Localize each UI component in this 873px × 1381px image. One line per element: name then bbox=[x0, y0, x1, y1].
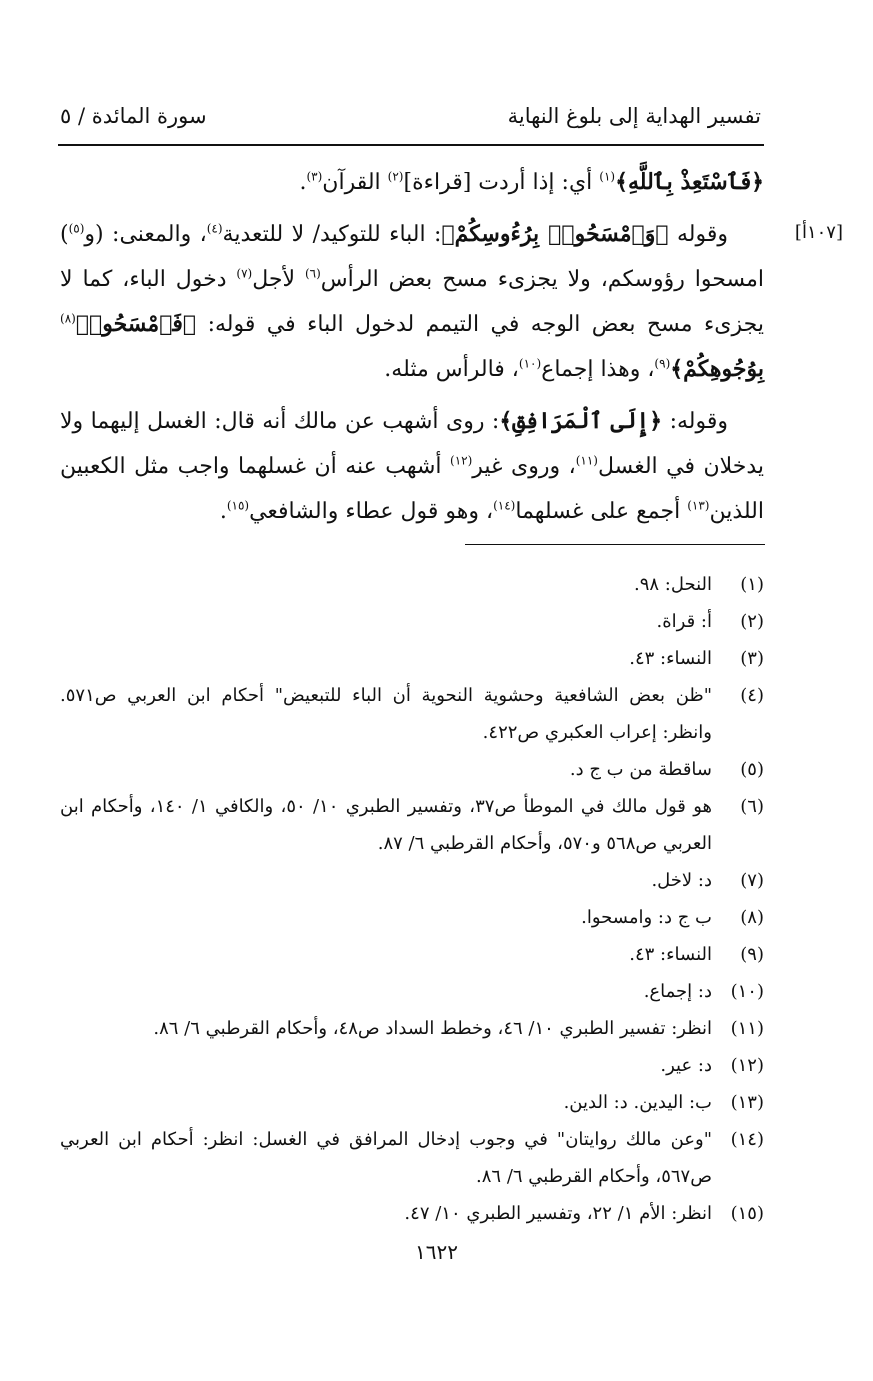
footnote bbox=[60, 1047, 764, 1084]
footnote-number: (٣) bbox=[740, 648, 764, 669]
footnote-text: د: لاخل. bbox=[651, 870, 712, 891]
footnote-text: ب: اليدين. د: الدين. bbox=[563, 1092, 712, 1113]
text-run: وقوله bbox=[668, 222, 729, 247]
quran-verse: ﴿إِلَى ٱلْمَرَافِقِ﴾ bbox=[499, 408, 663, 434]
footnote bbox=[60, 862, 764, 899]
footnote-text: النحل: ٩٨. bbox=[633, 574, 712, 595]
footnote-number: (١٣) bbox=[730, 1092, 764, 1113]
text-run: . bbox=[299, 170, 307, 195]
footnote-ref: (٧) bbox=[236, 266, 253, 281]
text-run: ، وروى غير bbox=[472, 454, 576, 479]
footnote-ref: (١٤) bbox=[493, 498, 516, 513]
footnote-text: هو قول مالك في الموطأ ص٣٧، وتفسير الطبري ١٠/ ٥٠، والكافي ١/ ١٤٠، وأحكام ابن العربي ص٥٦٨ و٥٧٠، وأحكام القرطبي ٦/ ٨٧. bbox=[60, 796, 712, 854]
footnote-number: (٥) bbox=[740, 759, 764, 780]
running-header-book-title: تفسير الهداية إلى بلوغ النهاية bbox=[507, 104, 761, 128]
text-run: ، فالرأس مثله. bbox=[384, 357, 519, 382]
quran-verse: ﴿فَٱمْسَحُوا۟ bbox=[75, 311, 197, 337]
footnote-text: ب ج د: وامسحوا. bbox=[581, 907, 712, 928]
footnote-number: (١٤) bbox=[730, 1129, 764, 1150]
footnote-ref: (٤) bbox=[206, 221, 223, 236]
footnote-ref: (١٣) bbox=[687, 498, 710, 513]
footnote-number: (٤) bbox=[740, 685, 764, 706]
footnote-ref: (١٠) bbox=[518, 356, 542, 371]
footnote-ref: (٥) bbox=[68, 221, 85, 236]
footnote-text: النساء: ٤٣. bbox=[629, 648, 712, 669]
quran-verse: ﴿وَٱمْسَحُوا۟ بِرُءُوسِكُمْ﴾ bbox=[441, 221, 669, 247]
footnote-number: (٨) bbox=[740, 907, 764, 928]
footnote-text: انظر: تفسير الطبري ١٠/ ٤٦، وخطط السداد ص٤٨، وأحكام القرطبي ٦/ ٨٦. bbox=[153, 1018, 712, 1039]
footnote-number: (١٠) bbox=[730, 981, 764, 1002]
footnote bbox=[60, 1121, 764, 1195]
header-rule bbox=[58, 144, 764, 146]
footnote-ref: (٦) bbox=[304, 266, 321, 281]
footnote bbox=[60, 973, 764, 1010]
footnote bbox=[60, 899, 764, 936]
footnote-text: النساء: ٤٣. bbox=[629, 944, 712, 965]
footnote-text: "ظن بعض الشافعية وحشوية النحوية أن الباء للتبعيض" أحكام ابن العربي ص٥٧١. وانظر: إعراب العكبري ص٤٢٢. bbox=[60, 685, 712, 743]
footnote-ref: (٢) bbox=[387, 169, 404, 184]
text-run: لأجل bbox=[252, 267, 305, 292]
footnote bbox=[60, 751, 764, 788]
footnote-text: د: عير. bbox=[660, 1055, 712, 1076]
text-run: ، وهو قول عطاء والشافعي bbox=[249, 499, 494, 524]
footnote-number: (٦) bbox=[740, 796, 764, 817]
footnote-separator bbox=[465, 544, 765, 545]
footnote-number: (١٥) bbox=[730, 1203, 764, 1224]
footnote-ref: (٣) bbox=[306, 169, 323, 184]
footnote bbox=[60, 1084, 764, 1121]
footnote-number: (١٢) bbox=[730, 1055, 764, 1076]
footnote bbox=[60, 936, 764, 973]
paragraph-1 bbox=[60, 160, 764, 205]
text-run: أجمع على غسلهما bbox=[515, 499, 688, 524]
text-run: وقوله: bbox=[662, 409, 729, 434]
manuscript-folio-marker: [١٠٧أ] bbox=[794, 222, 843, 243]
quran-verse: بِوُجُوهِكُمْ﴾ bbox=[670, 356, 764, 382]
footnote bbox=[60, 788, 764, 862]
footnote-ref: (١٢) bbox=[450, 453, 473, 468]
page-number: ١٦٢٢ bbox=[415, 1240, 458, 1264]
paragraph-2 bbox=[60, 212, 764, 392]
footnote-ref: (٩) bbox=[654, 356, 671, 371]
footnote bbox=[60, 566, 764, 603]
text-run: ، والمعنى: (و bbox=[84, 222, 207, 247]
footnote-text: انظر: الأم ١/ ٢٢، وتفسير الطبري ١٠/ ٤٧. bbox=[404, 1203, 712, 1224]
footnote-text: ساقطة من ب ج د. bbox=[569, 759, 712, 780]
paragraph-3 bbox=[60, 399, 764, 534]
footnote bbox=[60, 677, 764, 751]
footnote-number: (١١) bbox=[730, 1018, 764, 1039]
footnote-text: د: إجماع. bbox=[643, 981, 712, 1002]
footnote-ref: (١) bbox=[599, 169, 616, 184]
footnote-ref: (١١) bbox=[575, 453, 598, 468]
text-run: ) امسحوا رؤوسكم، ولا يجزىء مسح بعض الرأس bbox=[60, 222, 765, 292]
footnote bbox=[60, 640, 764, 677]
text-run: : الباء للتوكيد/ لا للتعدية bbox=[222, 222, 442, 247]
footnote-ref: (١٥) bbox=[226, 498, 250, 513]
footnote-number: (٧) bbox=[740, 870, 764, 891]
footnote bbox=[60, 1010, 764, 1047]
quran-verse: ﴿فَٱسْتَعِذْ بِٱللَّهِ﴾ bbox=[615, 169, 764, 195]
footnote-ref: (٨) bbox=[60, 311, 76, 326]
footnote-number: (٩) bbox=[740, 944, 764, 965]
footnote bbox=[60, 603, 764, 640]
text-run: . bbox=[219, 499, 227, 524]
main-text bbox=[60, 160, 764, 541]
running-header-surah: سورة المائدة / ٥ bbox=[60, 104, 207, 128]
text-run: دخول الباء، كما لا يجزىء مسح بعض الوجه في التيمم لدخول الباء في قوله: bbox=[60, 267, 764, 337]
text-run: أشهب عنه أن غسلهما واجب مثل الكعبين اللذين bbox=[60, 454, 764, 524]
text-run: أي: إذا أردت [قراءة] bbox=[403, 170, 600, 195]
text-run: القرآن bbox=[322, 170, 388, 195]
text-run: ، وهذا إجماع bbox=[541, 357, 655, 382]
footnote bbox=[60, 1195, 764, 1232]
text-run: : روى أشهب عن مالك أنه قال: الغسل إليهما ولا يدخلان في الغسل bbox=[60, 409, 765, 479]
footnotes bbox=[60, 566, 764, 1232]
footnote-number: (١) bbox=[740, 574, 764, 595]
footnote-number: (٢) bbox=[740, 611, 764, 632]
footnote-text: أ: قراة. bbox=[656, 611, 712, 632]
footnote-text: "وعن مالك روايتان" في وجوب إدخال المرافق في الغسل: انظر: أحكام ابن العربي ص٥٦٧، وأحكام القرطبي ٦/ ٨٦. bbox=[60, 1129, 712, 1187]
